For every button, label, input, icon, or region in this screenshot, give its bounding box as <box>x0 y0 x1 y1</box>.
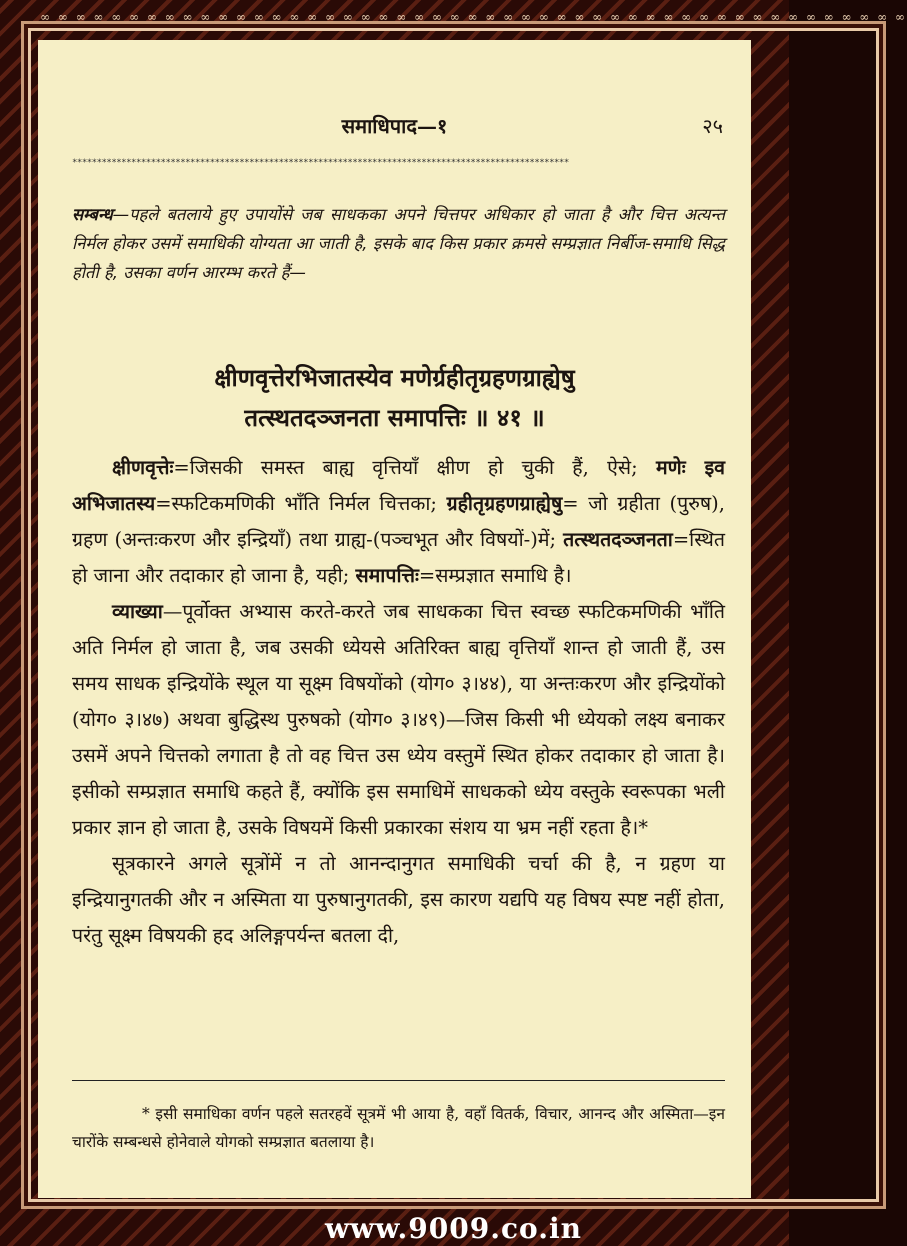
sutra-line-1: क्षीणवृत्तेरभिजातस्येव मणेर्ग्रहीतृग्रहणग्राह्येषु <box>214 363 575 392</box>
top-ornament: ∞ ∞ ∞ ∞ ∞ ∞ ∞ ∞ ∞ ∞ ∞ ∞ ∞ ∞ ∞ ∞ ∞ ∞ ∞ ∞ ∞ ∞ ∞ ∞ ∞ ∞ ∞ ∞ ∞ ∞ ∞ ∞ ∞ ∞ ∞ ∞ ∞ ∞ ∞ ∞ ∞ ∞ ∞ ∞ ∞ ∞ ∞ ∞ ∞ <box>40 10 907 24</box>
term: क्षीणवृत्तेः <box>112 456 174 479</box>
term: समापत्तिः <box>355 564 419 587</box>
term-meaning: =जिसकी समस्त बाह्य वृत्तियाँ क्षीण हो चुकी हैं, ऐसे; <box>173 456 656 479</box>
page-header <box>38 112 751 142</box>
footer-bar <box>0 1212 907 1246</box>
book-page <box>38 40 751 1198</box>
term: ग्रहीतृग्रहणग्राह्येषु <box>446 492 563 515</box>
page-number: २५ <box>702 114 723 138</box>
chapter-title: समाधिपाद—१ <box>341 114 448 138</box>
term-meaning: =सम्प्रज्ञात समाधि है। <box>418 564 572 587</box>
term: मणेः इव अभिजातस्य <box>72 456 725 515</box>
continuation-paragraph: सूत्रकारने अगले सूत्रोंमें न तो आनन्दानुगत समाधिकी चर्चा की है, न ग्रहण या इन्द्रियानुगतकी और न अस्मिता या पुरुषानुगतकी, इस कारण यद्यपि यह विषय स्पष्ट नहीं होता, परंतु सूक्ष्म विषयकी हद अलिङ्गपर्यन्त बतला दी, <box>72 852 725 947</box>
commentary-paragraph <box>72 594 725 846</box>
term: तत्स्थतदञ्जनता <box>563 528 673 551</box>
commentary-lead: व्याख्या <box>112 600 163 623</box>
commentary-text: —पूर्वोक्त अभ्यास करते-करते जब साधकका चित्त स्वच्छ स्फटिकमणिकी भाँति अति निर्मल हो जाता है, जब उसकी ध्येयसे अतिरिक्त बाह्य वृत्तियाँ शान्त हो जाती हैं, उस समय साधक इन्द्रियोंके स्थूल या सूक्ष्म विषयोंको (योग० ३।४४), या अन्तःकरण और इन्द्रियोंको (योग० ३।४७) अथवा बुद्धिस्थ पुरुषको (योग० ३।४९)—जिस किसी भी ध्येयको लक्ष्य बनाकर उसमें अपने चित्तको लगाता है तो वह चित्त उस ध्येय वस्तुमें स्थित होकर तदाकार हो जाता है। इसीको सम्प्रज्ञात समाधि कहते हैं, क्योंकि इस समाधिमें साधकको ध्येय वस्तुके स्वरूपका भली प्रकार ज्ञान हो जाता है, उसके विषयमें किसी प्रकारका संशय या भ्रम नहीं रहता है।* <box>72 600 725 839</box>
term-meaning: = जो ग्रहीता (पुरुष), ग्रहण (अन्तःकरण और इन्द्रियाँ) तथा ग्राह्य-(पञ्चभूत और विषयों-)में; <box>72 492 725 551</box>
star-separator: ***************************************************************************************************** <box>72 158 569 168</box>
website-link[interactable]: www.9009.co.in <box>325 1212 582 1245</box>
page-body <box>72 450 725 954</box>
context-paragraph <box>72 200 725 287</box>
footnote-divider <box>72 1080 725 1081</box>
sutra-verse <box>38 358 751 438</box>
sutra-line-2: तत्स्थतदञ्जनता समापत्तिः ॥ ४१ ॥ <box>244 403 545 432</box>
term-meaning: =स्थित हो जाना और तदाकार हो जाना है, यही; <box>72 528 725 587</box>
context-lead: सम्बन्ध <box>72 205 113 224</box>
footnote: * इसी समाधिका वर्णन पहले सतरहवें सूत्रमें भी आया है, वहाँ वितर्क, विचार, आनन्द और अस्मिता—इन चारोंके सम्बन्धसे होनेवाले योगको सम्प्रज्ञात बतलाया है। <box>72 1105 725 1151</box>
term-meaning: =स्फटिकमणिकी भाँति निर्मल चित्तका; <box>155 492 447 515</box>
context-text: —पहले बतलाये हुए उपायोंसे जब साधकका अपने चित्तपर अधिकार हो जाता है और चित्त अत्यन्त निर्मल होकर उसमें समाधिकी योग्यता आ जाती है, इसके बाद किस प्रकार क्रमसे सम्प्रज्ञात निर्बीज-समाधि सिद्ध होती है, उसका वर्णन आरम्भ करते हैं— <box>72 205 725 282</box>
word-meaning-paragraph <box>72 450 725 594</box>
